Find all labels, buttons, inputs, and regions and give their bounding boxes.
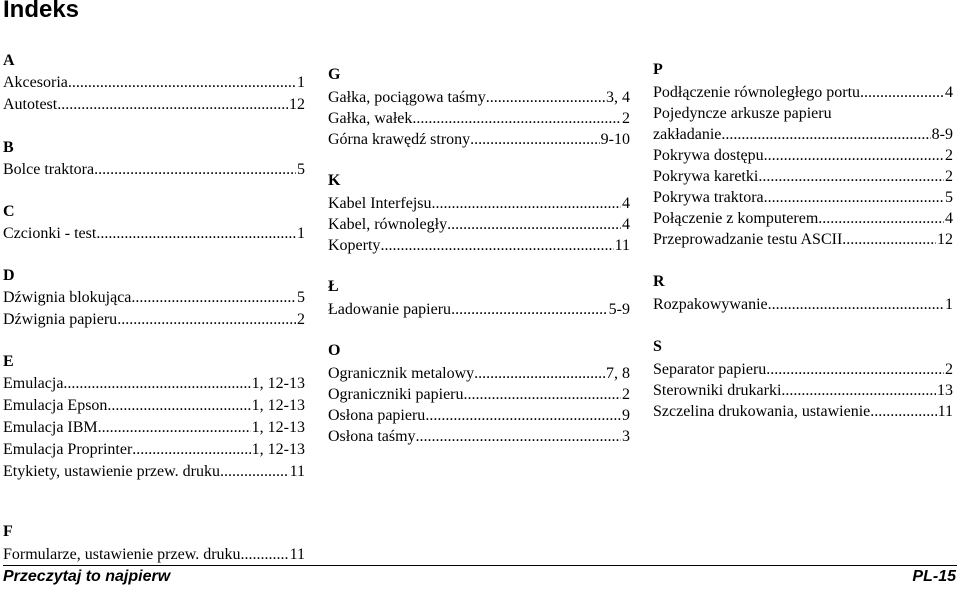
leader-dots: [486, 87, 605, 108]
entry-pages: 2: [622, 110, 630, 127]
entry-pages: 2: [945, 168, 953, 185]
entry-pages: 3, 4: [606, 89, 630, 106]
entry-term: Bolce traktora: [3, 161, 95, 178]
leader-dots: [131, 287, 296, 309]
index-entry: [3, 72, 305, 94]
page-title: Indeks: [3, 0, 80, 23]
entry-term: Górna krawędź strony: [328, 131, 471, 148]
leader-dots: [781, 380, 936, 401]
entry-pages: 9: [622, 407, 630, 424]
leader-dots: [451, 299, 608, 320]
leader-dots: [764, 145, 944, 166]
entry-term: Formularze, ustawienie przew. druku: [3, 546, 241, 563]
entry-term: Kabel Interfejsu: [328, 195, 432, 212]
index-entry: [3, 223, 305, 245]
entry-term: Połączenie z komputerem: [653, 210, 819, 227]
entry-term: Ograniczniki papieru: [328, 386, 464, 403]
section-letter: P: [653, 61, 663, 78]
entry-pages: 11: [289, 546, 305, 563]
section-letter: F: [3, 523, 13, 540]
entry-pages: 12: [937, 231, 953, 248]
leader-dots: [241, 544, 289, 566]
entry-term: Pokrywa dostępu: [653, 147, 764, 164]
leader-dots: [766, 359, 944, 380]
entry-term: Dźwignia papieru: [3, 311, 118, 328]
leader-dots: [416, 426, 621, 447]
section-letter: G: [328, 66, 341, 83]
leader-dots: [98, 417, 251, 439]
entry-term: Rozpakowywanie: [653, 296, 768, 313]
index-entry: [653, 380, 953, 401]
leader-dots: [464, 384, 622, 405]
section-letter: D: [3, 267, 15, 284]
leader-dots: [220, 461, 289, 483]
entry-term: Sterowniki drukarki: [653, 382, 782, 399]
leader-dots: [768, 294, 944, 315]
entry-pages: 2: [622, 386, 630, 403]
entry-pages: 7, 8: [606, 365, 630, 382]
entry-term: Czcionki - test: [3, 225, 97, 242]
entry-term: Dźwignia blokująca: [3, 289, 132, 306]
entry-term: Ładowanie papieru: [328, 301, 452, 318]
index-column-2: [328, 65, 630, 447]
leader-dots: [721, 124, 930, 145]
index-entry: [328, 87, 630, 108]
index-section-p: [653, 60, 953, 250]
leader-dots: [842, 229, 936, 250]
index-entry: [3, 439, 305, 461]
leader-dots: [764, 187, 944, 208]
index-entry: [3, 544, 305, 566]
entry-pages: 1, 12-13: [251, 397, 305, 414]
leader-dots: [63, 373, 250, 395]
leader-dots: [470, 129, 600, 150]
leader-dots: [107, 395, 250, 417]
leader-dots: [425, 405, 621, 426]
index-entry: [328, 405, 630, 426]
index-entry: [3, 287, 305, 309]
entry-term: Emulacja: [3, 375, 64, 392]
index-entry: [3, 373, 305, 395]
index-section-o: [328, 341, 630, 447]
index-entry: [653, 359, 953, 380]
section-letter: O: [328, 342, 341, 359]
index-entry: [328, 193, 630, 214]
entry-pages: 11: [614, 237, 630, 254]
entry-term: Przeprowadzanie testu ASCII: [653, 231, 843, 248]
index-section-l-stroke: [328, 277, 630, 320]
leader-dots: [860, 82, 944, 103]
entry-pages: 1, 12-13: [251, 441, 305, 458]
section-letter: E: [3, 353, 14, 370]
leader-dots: [94, 159, 296, 181]
index-entry: [653, 166, 953, 187]
entry-pages: 5-9: [608, 301, 630, 318]
entry-pages: 13: [937, 382, 953, 399]
entry-term: Szczelina drukowania, ustawienie: [653, 403, 871, 420]
entry-term: Ogranicznik metalowy: [328, 365, 475, 382]
entry-pages: 11: [937, 403, 953, 420]
footer-rule: [3, 565, 957, 566]
index-section-d: [3, 266, 305, 331]
index-section-c: [3, 202, 305, 245]
entry-pages: 1, 12-13: [251, 419, 305, 436]
section-letter: A: [3, 52, 15, 69]
footer-page-number: PL-15: [912, 568, 956, 585]
leader-dots: [474, 363, 605, 384]
entry-term: Gałka, pociągowa taśmy: [328, 89, 486, 106]
entry-pages: 2: [297, 311, 305, 328]
index-entry: [3, 159, 305, 181]
entry-term: Autotest: [3, 96, 58, 113]
entry-pages: 1, 12-13: [251, 375, 305, 392]
index-entry: [328, 299, 630, 320]
entry-pages: 1: [945, 296, 953, 313]
index-section-s: [653, 337, 953, 422]
index-column-1: [3, 51, 305, 483]
leader-dots: [380, 235, 613, 256]
index-section-a: [3, 51, 305, 116]
index-entry: [653, 208, 953, 229]
entry-term: zakładanie: [653, 126, 722, 143]
entry-term: Pokrywa traktora: [653, 189, 764, 206]
entry-pages: 9-10: [600, 131, 630, 148]
index-entry-heading: [653, 103, 953, 124]
index-entry: [653, 145, 953, 166]
section-letter: C: [3, 203, 15, 220]
entry-pages: 5: [945, 189, 953, 206]
entry-term: Koperty: [328, 237, 381, 254]
index-entry: [328, 108, 630, 129]
entry-term: Emulacja Epson: [3, 397, 108, 414]
entry-pages: 4: [622, 195, 630, 212]
index-entry: [3, 395, 305, 417]
leader-dots: [412, 108, 621, 129]
entry-pages: 2: [945, 147, 953, 164]
entry-term: Osłona papieru: [328, 407, 426, 424]
index-entry: [3, 417, 305, 439]
leader-dots: [432, 193, 621, 214]
index-entry: [3, 461, 305, 483]
entry-term: Pokrywa karetki: [653, 168, 759, 185]
leader-dots: [57, 94, 288, 116]
index-section-f: [3, 522, 305, 566]
leader-dots: [870, 401, 936, 422]
index-column-3: [653, 60, 953, 422]
entry-pages: 3: [622, 428, 630, 445]
leader-dots: [758, 166, 944, 187]
section-letter: S: [653, 338, 662, 355]
entry-pages: 4: [622, 216, 630, 233]
entry-term: Gałka, wałek: [328, 110, 413, 127]
index-entry: [328, 235, 630, 256]
entry-term: Osłona taśmy: [328, 428, 416, 445]
entry-pages: 2: [945, 361, 953, 378]
leader-dots: [68, 72, 296, 94]
leader-dots: [96, 223, 296, 245]
index-section-r: [653, 272, 953, 315]
entry-term: Akcesoria: [3, 74, 68, 91]
leader-dots: [132, 439, 250, 461]
index-entry: [653, 294, 953, 315]
entry-term: Emulacja Proprinter: [3, 441, 133, 458]
index-entry: [653, 401, 953, 422]
index-section-k: [328, 171, 630, 256]
entry-pages: 4: [945, 84, 953, 101]
footer-document-title: Przeczytaj to najpierw: [3, 568, 171, 585]
index-section-g: [328, 65, 630, 150]
index-section-e: [3, 352, 305, 483]
entry-term: Separator papieru: [653, 361, 767, 378]
entry-term: Etykiety, ustawienie przew. druku: [3, 463, 220, 480]
index-section-b: [3, 138, 305, 181]
index-entry: [653, 124, 953, 145]
entry-pages: 5: [297, 161, 305, 178]
section-letter: Ł: [328, 278, 339, 295]
index-entry: [328, 214, 630, 235]
index-entry: [3, 309, 305, 331]
section-letter: K: [328, 172, 341, 189]
index-entry: [653, 187, 953, 208]
entry-pages: 8-9: [931, 126, 953, 143]
entry-term: Podłączenie równoległego portu: [653, 84, 861, 101]
index-entry: [328, 129, 630, 150]
index-entry: [328, 426, 630, 447]
entry-pages: 12: [289, 96, 305, 113]
section-letter: B: [3, 139, 14, 156]
leader-dots: [818, 208, 944, 229]
leader-dots: [447, 214, 621, 235]
entry-term: Kabel, równoległy: [328, 216, 448, 233]
index-entry: [653, 229, 953, 250]
entry-pages: 4: [945, 210, 953, 227]
index-entry: [653, 82, 953, 103]
entry-pages: 11: [289, 463, 305, 480]
entry-pages: 5: [297, 289, 305, 306]
leader-dots: [117, 309, 296, 331]
entry-term: Pojedyncze arkusze papieru: [653, 105, 832, 122]
section-letter: R: [653, 273, 665, 290]
entry-pages: 1: [297, 74, 305, 91]
entry-term: Emulacja IBM: [3, 419, 98, 436]
index-entry: [328, 384, 630, 405]
entry-pages: 1: [297, 225, 305, 242]
index-entry: [3, 94, 305, 116]
index-entry: [328, 363, 630, 384]
